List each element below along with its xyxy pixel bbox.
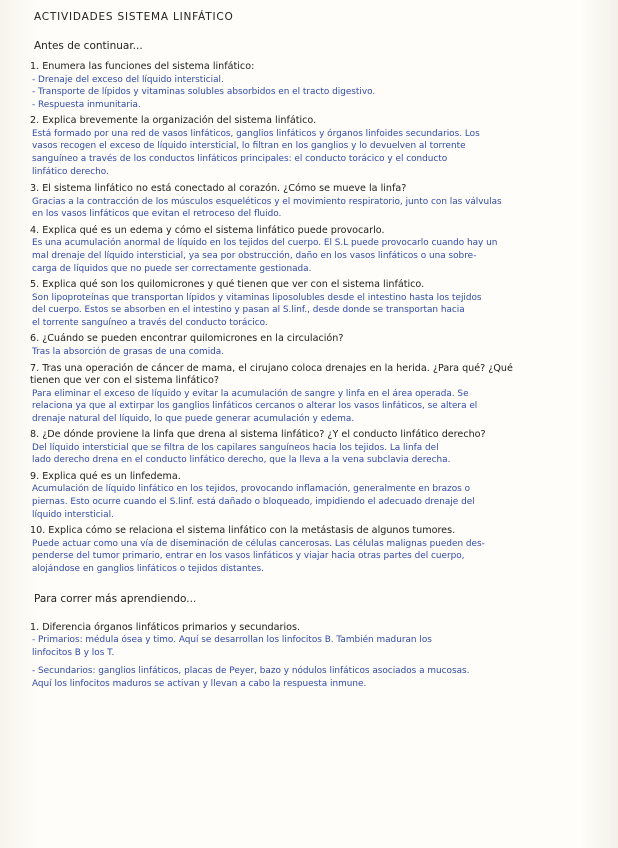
answer-line: Está formado por una red de vasos linfáticos, ganglios linfáticos y órganos linfoides secundarios. Los: [32, 128, 480, 139]
question-block-6: [30, 333, 600, 358]
answer-1: [30, 74, 600, 112]
answer-10: [30, 538, 600, 576]
question-block-10: [30, 525, 600, 575]
section-heading-more: Para correr más aprendiendo...: [34, 592, 197, 605]
question-block-9: [30, 471, 600, 521]
question-6: 6. ¿Cuándo se pueden encontrar quilomicrones en la circulación?: [30, 333, 344, 345]
answer-9: [30, 483, 600, 521]
answer-line: - Transporte de lípidos y vitaminas solubles absorbidos en el tracto digestivo.: [32, 87, 376, 98]
question-block-7: [30, 363, 600, 426]
spacer: [30, 614, 600, 622]
answer-line: Es una acumulación anormal de líquido en los tejidos del cuerpo. El S.L puede provocarlo cuando hay un: [32, 238, 498, 249]
question-block-5: [30, 279, 600, 329]
answer-2: [30, 128, 600, 178]
question-4: 4. Explica qué es un edema y cómo el sistema linfático puede provocarlo.: [30, 224, 385, 236]
answer-line: drenaje natural del líquido, lo que puede generar acumulación y edema.: [32, 413, 355, 424]
answer-line: Para eliminar el exceso de líquido y evitar la acumulación de sangre y linfa en el área operada. Se: [32, 388, 469, 399]
answer-line: piernas. Esto ocurre cuando el S.linf. está dañado o bloqueado, impidiendo el adecuado drenaje del: [32, 497, 475, 508]
answer-line: sanguíneo a través de los conductos linfáticos principales: el conducto torácico y el conducto: [32, 153, 448, 164]
answer-line: linfocitos B y los T.: [32, 647, 115, 658]
answer-line: alojándose en ganglios linfáticos o tejidos distantes.: [32, 563, 264, 574]
question-block-8: [30, 429, 600, 467]
answer-line: Aquí los linfocitos maduros se activan y llevan a cabo la respuesta inmune.: [32, 678, 367, 689]
answer-line: mal drenaje del líquido intersticial, ya sea por obstrucción, daño en los vasos linfáticos o una sobre-: [32, 250, 477, 261]
answer-line: - Secundarios: ganglios linfáticos, placas de Peyer, bazo y nódulos linfáticos asociados a mucosas.: [32, 666, 470, 677]
answer-6: [30, 346, 600, 359]
question-block-extra-1: [30, 622, 600, 691]
question-7-continued: tienen que ver con el sistema linfático?: [30, 375, 219, 386]
answer-line: - Primarios: médula ósea y timo. Aquí se desarrollan los linfocitos B. También maduran los: [32, 635, 432, 646]
answer-4: [30, 237, 600, 275]
answer-line: - Drenaje del exceso del líquido intersticial.: [32, 74, 224, 85]
question-5: 5. Explica qué son los quilomicrones y qué tienen que ver con el sistema linfático.: [30, 279, 425, 291]
page-title: ACTIVIDADES SISTEMA LINFÁTICO: [34, 11, 234, 23]
question-1: 1. Enumera las funciones del sistema linfático:: [30, 61, 255, 72]
question-7: 7. Tras una operación de cáncer de mama, el cirujano coloca drenajes en la herida. ¿Para qué? ¿Qué: [30, 362, 513, 374]
answer-line: líquido intersticial.: [32, 509, 114, 520]
answer-line: - Respuesta inmunitaria.: [32, 99, 141, 110]
question-block-1: [30, 61, 600, 111]
section-heading-before: Antes de continuar...: [34, 40, 143, 52]
answer-8: [30, 442, 600, 467]
page-content: [30, 10, 600, 695]
question-extra-1: 1. Diferencia órganos linfáticos primarios y secundarios.: [30, 621, 301, 633]
answer-line: linfático derecho.: [32, 166, 109, 177]
answer-line: vasos recogen el exceso de líquido intersticial, lo filtran en los ganglios y lo devuelven al torrente: [32, 141, 466, 152]
answer-line: penderse del tumor primario, entrar en los vasos linfáticos y viajar hacia otras partes del cuerpo,: [32, 551, 465, 562]
answer-line: del cuerpo. Estos se absorben en el intestino y pasan al S.linf., desde donde se transportan hacia: [32, 305, 465, 316]
question-10: 10. Explica cómo se relaciona el sistema linfático con la metástasis de algunos tumores.: [30, 525, 456, 537]
answer-line: el torrente sanguíneo a través del conducto torácico.: [32, 317, 268, 328]
answer-line: Acumulación de líquido linfático en los tejidos, provocando inflamación, generalmente en brazos o: [32, 484, 470, 495]
answer-line: en los vasos linfáticos que evitan el retroceso del fluido.: [32, 209, 282, 220]
question-block-3: [30, 183, 600, 221]
answer-line: Gracias a la contracción de los músculos esqueléticos y el movimiento respiratorio, junto con las válvulas: [32, 196, 502, 207]
answer-7: [30, 388, 600, 426]
answer-3: [30, 196, 600, 221]
answer-5: [30, 292, 600, 330]
spacer: [30, 580, 600, 592]
answer-line: Son lipoproteínas que transportan lípidos y vitaminas liposolubles desde el intestino hasta los tejidos: [32, 292, 482, 303]
answer-line: lado derecho drena en el conducto linfático derecho, que la lleva a la vena subclavia derecha.: [32, 455, 451, 466]
answer-line: relaciona ya que al extirpar los ganglios linfáticos cercanos o alterar los vasos linfáticos, se altera el: [32, 401, 478, 412]
question-block-4: [30, 225, 600, 275]
answer-line: carga de líquidos que no puede ser correctamente gestionada.: [32, 263, 312, 274]
question-9: 9. Explica qué es un linfedema.: [30, 470, 181, 482]
answer-extra-1: [30, 634, 600, 690]
answer-line: Del líquido intersticial que se filtra de los capilares sanguíneos hacia los tejidos. La linfa del: [32, 442, 439, 453]
question-3: 3. El sistema linfático no está conectado al corazón. ¿Cómo se mueve la linfa?: [30, 183, 407, 195]
question-block-2: [30, 115, 600, 178]
answer-line: Puede actuar como una vía de diseminación de células cancerosas. Las células malignas pueden des-: [32, 538, 485, 549]
question-8: 8. ¿De dónde proviene la linfa que drena al sistema linfático? ¿Y el conducto linfático derecho?: [30, 429, 486, 441]
answer-line: Tras la absorción de grasas de una comida.: [32, 346, 225, 357]
question-2: 2. Explica brevemente la organización del sistema linfático.: [30, 115, 317, 127]
